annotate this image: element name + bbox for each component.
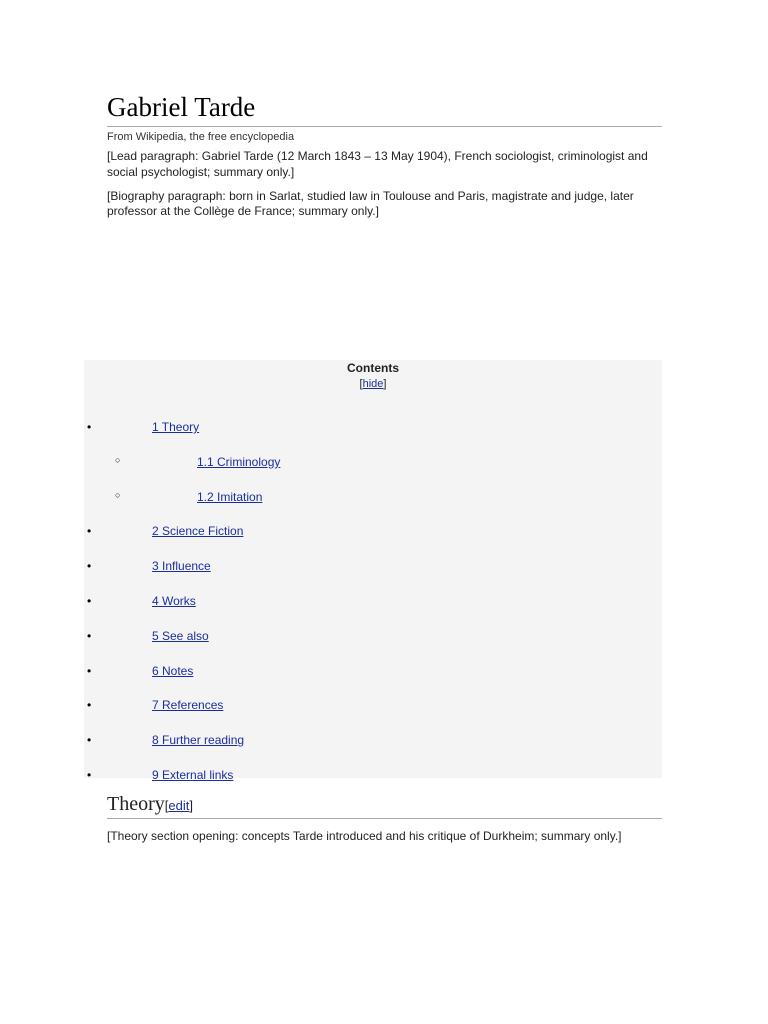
toc-item[interactable]: 1.2 Imitation: [197, 489, 263, 504]
bullet-icon: •: [87, 698, 92, 713]
edit-section-link[interactable]: edit: [168, 798, 190, 813]
circle-bullet-icon: ○: [115, 454, 121, 465]
theory-section: [107, 793, 662, 853]
table-of-contents: [84, 360, 662, 782]
bullet-icon: •: [87, 628, 92, 643]
toc-item[interactable]: 6 Notes: [152, 663, 194, 678]
bullet-icon: •: [87, 524, 92, 539]
toc-item[interactable]: 5 See also: [152, 628, 209, 643]
bullet-icon: •: [87, 559, 92, 574]
section-heading-theory: Theory[edit]: [107, 793, 662, 819]
toc-item[interactable]: 7 References: [152, 698, 224, 713]
tagline: From Wikipedia, the free encyclopedia: [107, 131, 295, 143]
article: [107, 90, 662, 228]
biography-paragraph: [Biography paragraph: born in Sarlat, studied law in Toulouse and Paris, magistrate and judge, later professor at the Collège de France; summary only.]: [107, 188, 634, 219]
toc-item[interactable]: 4 Works: [152, 594, 196, 608]
toc-item[interactable]: 2 Science Fiction: [152, 524, 244, 539]
circle-bullet-icon: ○: [115, 489, 121, 500]
toc-title: Contents: [347, 361, 399, 375]
bullet-icon: •: [87, 733, 92, 748]
theory-paragraph: [Theory section opening: concepts Tarde introduced and his critique of Durkheim; summary only.]: [107, 829, 622, 843]
toc-item[interactable]: 3 Influence: [152, 559, 211, 574]
toc-item[interactable]: 1.1 Criminology: [197, 454, 281, 469]
lead-paragraph: [Lead paragraph: Gabriel Tarde (12 March 1843 – 13 May 1904), French sociologist, criminologist and social psychologist; summary only.]: [107, 149, 648, 179]
bullet-icon: •: [87, 663, 92, 678]
toc-item[interactable]: 8 Further reading: [152, 733, 245, 748]
bullet-icon: •: [87, 420, 92, 434]
toc-item[interactable]: 9 External links: [152, 768, 234, 782]
bullet-icon: •: [87, 594, 92, 608]
toc-hide-link[interactable]: hide: [362, 378, 384, 390]
page-title: Gabriel Tarde: [107, 90, 662, 127]
bullet-icon: •: [87, 768, 92, 782]
toc-hide: [hide]: [359, 378, 387, 390]
toc-item[interactable]: 1 Theory: [152, 420, 200, 434]
